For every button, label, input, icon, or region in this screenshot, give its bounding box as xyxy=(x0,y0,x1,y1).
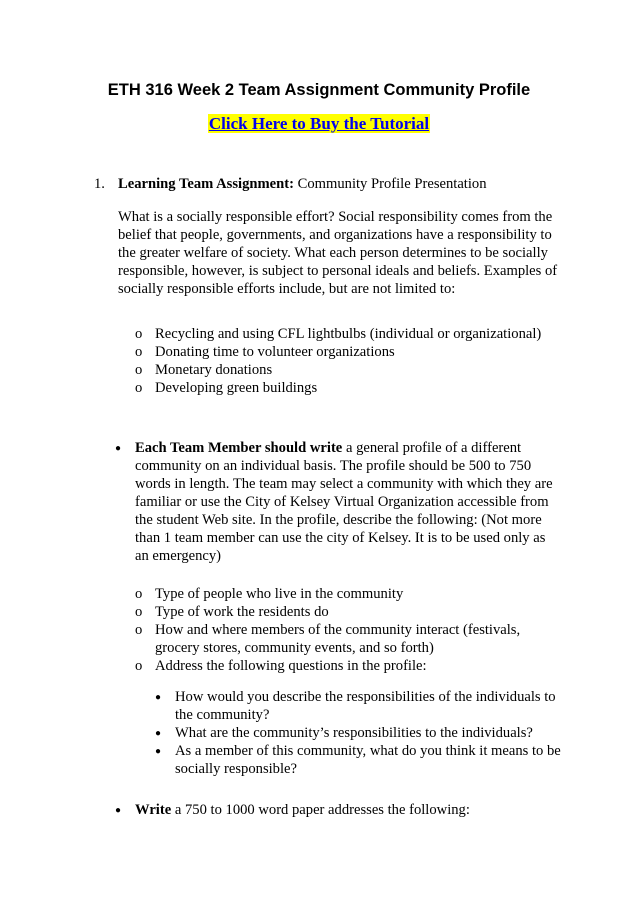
list-item: o Donating time to volunteer organizations xyxy=(135,344,395,360)
circle-bullet-icon: o xyxy=(135,586,143,602)
team-member-text: Each Team Member should write a general profile of a different community on an individual basis. The profile should be 500 to 750 words in length. The team may select a community with which they are familiar or use the City of Kelsey Virtual Organization accessible from the student Web site. In the profile, describe the following: (Not more than 1 team member can use the city of Kelsey. It is to be used only as an emergency) xyxy=(135,440,553,564)
item-heading-rest: Community Profile Presentation xyxy=(293,176,487,192)
circle-bullet-icon: o xyxy=(135,344,143,360)
item-heading-bold: Learning Team Assignment: xyxy=(118,176,294,192)
circle-bullet-icon: o xyxy=(135,604,143,620)
item-number: 1. xyxy=(94,176,105,192)
dot-bullet-icon: ● xyxy=(115,805,122,816)
list-item: o Address the following questions in the profile: xyxy=(135,658,427,674)
write-paper-text: Write a 750 to 1000 word paper addresses the following: xyxy=(135,802,470,818)
list-item: o Recycling and using CFL lightbulbs (individual or organizational) xyxy=(135,326,542,342)
circle-bullet-icon: o xyxy=(135,622,143,638)
list-item: ● How would you describe the responsibilities of the individuals to the community? xyxy=(155,689,556,723)
buy-tutorial-link-wrapper xyxy=(0,115,638,134)
circle-bullet-icon: o xyxy=(135,362,143,378)
social-responsibility-paragraph xyxy=(118,208,568,298)
dot-bullet-icon: ● xyxy=(155,728,162,739)
circle-bullet-icon: o xyxy=(135,380,143,396)
examples-list xyxy=(135,325,575,397)
list-item: ● What are the community’s responsibilities to the individuals? xyxy=(155,725,533,741)
list-item: o Type of work the residents do xyxy=(135,604,329,620)
buy-tutorial-link[interactable]: Click Here to Buy the Tutorial xyxy=(208,114,430,133)
dot-bullet-icon: ● xyxy=(155,746,162,757)
list-item: ● As a member of this community, what do you think it means to be socially responsible? xyxy=(155,743,561,777)
list-item: o Developing green buildings xyxy=(135,380,318,396)
circle-bullet-icon: o xyxy=(135,658,143,674)
circle-bullet-icon: o xyxy=(135,326,143,342)
item-heading xyxy=(118,175,487,193)
dot-bullet-icon: ● xyxy=(155,692,162,703)
paragraph-text: What is a socially responsible effort? Social responsibility comes from the belief that people, governments, and organizations have a responsibility to the greater welfare of society. What each person determines to be socially responsible, however, is subject to personal ideals and beliefs. Examples of socially responsible efforts include, but are not limited to: xyxy=(118,209,558,297)
write-paper-bullet xyxy=(115,801,560,819)
profile-topics-list xyxy=(135,585,555,675)
dot-bullet-icon: ● xyxy=(115,443,122,454)
questions-list xyxy=(155,688,565,778)
document-title: ETH 316 Week 2 Team Assignment Community Profile xyxy=(107,81,531,99)
list-item: o How and where members of the community interact (festivals, grocery stores, community events, and so forth) xyxy=(135,622,521,656)
list-item: o Type of people who live in the community xyxy=(135,586,404,602)
list-item: o Monetary donations xyxy=(135,362,273,378)
team-member-bullet xyxy=(115,439,560,565)
